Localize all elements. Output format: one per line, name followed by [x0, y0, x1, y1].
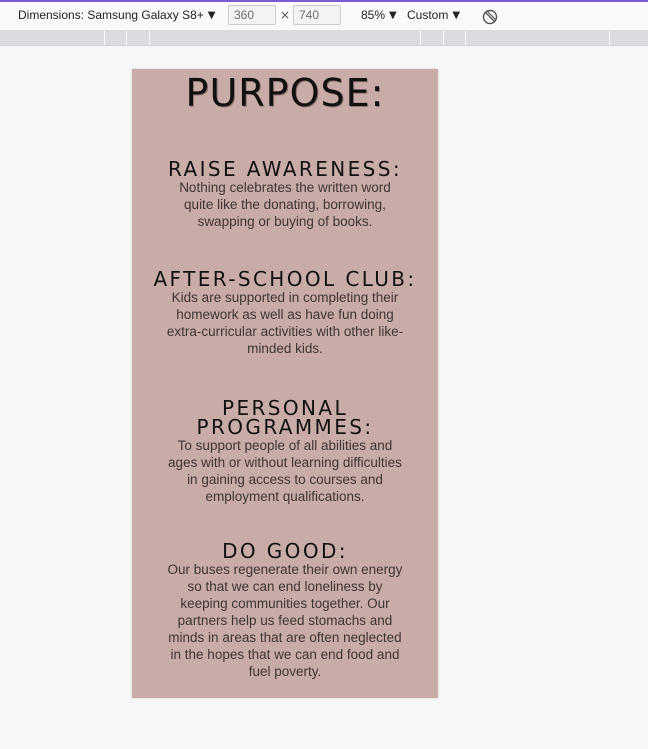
dimensions-dropdown[interactable]: [18, 8, 215, 22]
ruler-tick: [465, 31, 466, 45]
throttling-dropdown[interactable]: [407, 8, 460, 22]
device-height-input[interactable]: 740: [293, 5, 341, 25]
media-query-ruler[interactable]: [0, 30, 648, 46]
section-heading: PERSONAL PROGRAMMES:: [196, 396, 374, 439]
ruler-tick: [443, 31, 444, 45]
section-heading: RAISE AWARENESS:: [168, 157, 402, 181]
throttling-caret-icon: ▼: [452, 9, 461, 21]
ruler-tick: [609, 31, 610, 45]
section-body: Kids are supported in completing their homework as well as have fun doing extra-curricular activities with other like-minded kids.: [166, 290, 404, 356]
dimensions-label: Dimensions: Samsung Galaxy S8+: [18, 8, 204, 22]
page-title: PURPOSE:: [185, 71, 385, 115]
ruler-tick: [420, 31, 421, 45]
section-heading: AFTER-SCHOOL CLUB:: [153, 267, 417, 291]
section-personal-programmes: [132, 396, 438, 505]
zoom-caret-icon: ▼: [389, 9, 397, 21]
section-body: Nothing celebrates the written word quite like the donating, borrowing, swapping or buying of books.: [179, 180, 391, 229]
zoom-label: 85%: [361, 8, 386, 22]
section-after-school-club: [132, 267, 438, 357]
device-width-input[interactable]: 360: [228, 5, 276, 25]
section-body: Our buses regenerate their own energy so that we can end loneliness by keeping communities together. Our partners help us feed stomachs and minds in areas that are often neglected in the hopes that we can end food and fuel poverty.: [167, 562, 403, 679]
dimension-separator: ×: [280, 8, 291, 22]
rotate-icon[interactable]: [482, 9, 498, 25]
ruler-tick: [104, 31, 105, 45]
section-do-good: [132, 539, 438, 680]
section-raise-awareness: [132, 157, 438, 230]
ruler-tick: [149, 31, 150, 45]
ruler-tick: [126, 31, 127, 45]
dimensions-caret-icon: ▼: [207, 9, 216, 21]
zoom-dropdown[interactable]: [361, 8, 397, 22]
device-toolbar: [0, 2, 648, 30]
section-heading: DO GOOD:: [222, 539, 348, 563]
purpose-card: [132, 69, 438, 698]
section-body: To support people of all abilities and ages with or without learning difficulties in gaining access to courses and employment qualifications.: [168, 438, 402, 504]
throttling-label: Custom: [407, 8, 449, 22]
